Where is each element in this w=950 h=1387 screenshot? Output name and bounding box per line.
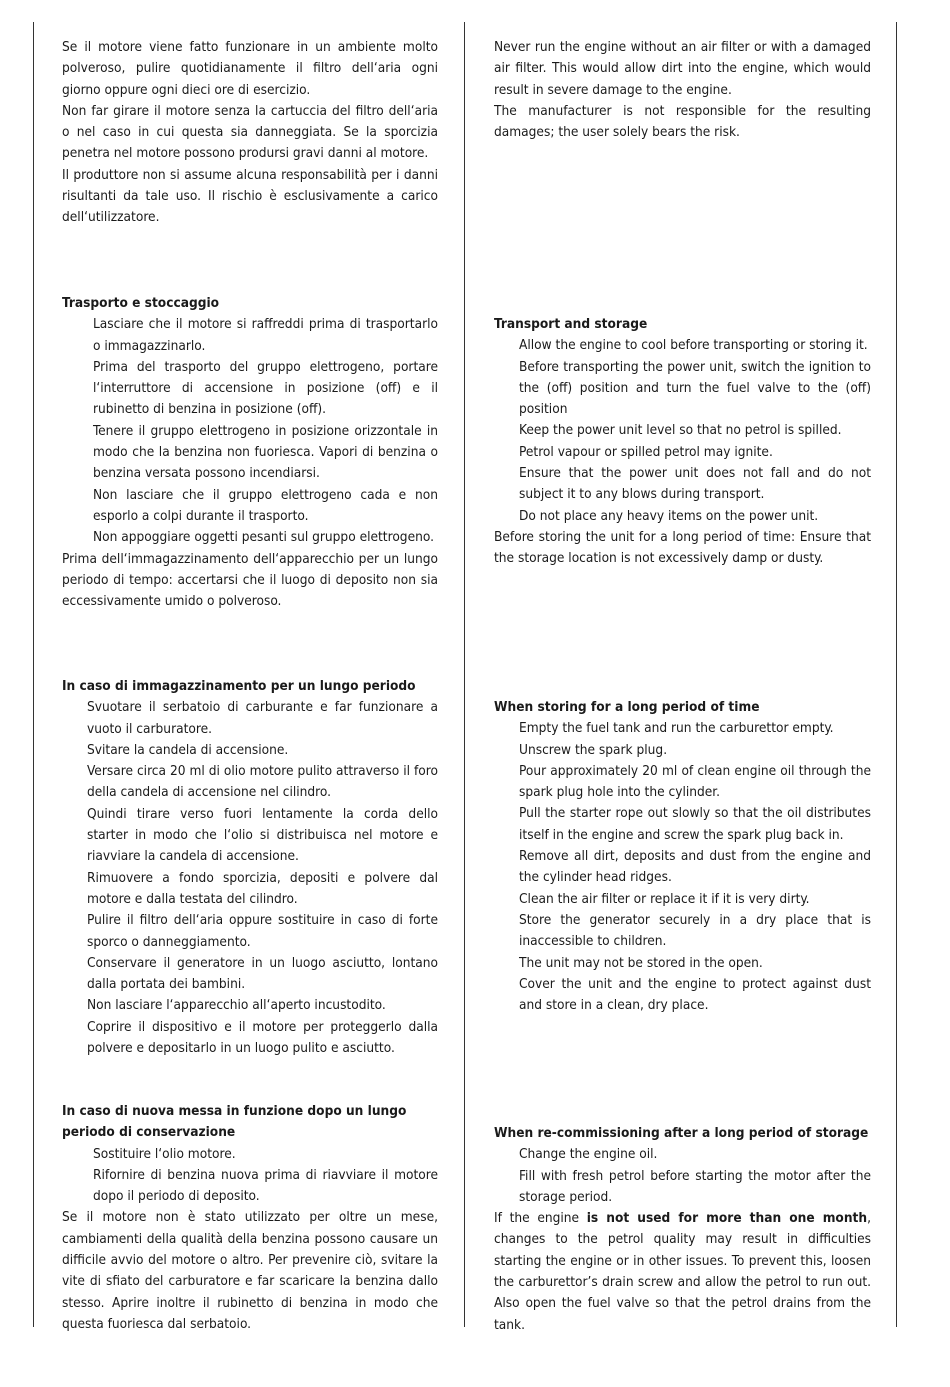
list-item: Quindi tirare verso fuori lentamente la corda dello starter in modo che l‘olio si distribuisca nel motore e riavviare la candela di accensione. bbox=[87, 805, 438, 865]
list-item: Conservare il generatore in un luogo asciutto, lontano dalla portata dei bambini. bbox=[87, 954, 438, 993]
list-item: Unscrew the spark plug. bbox=[519, 741, 668, 758]
list-item: Pull the starter rope out slowly so that the oil distributes itself in the engine and screw the spark plug back in. bbox=[519, 805, 871, 843]
list-item: Coprire il dispositivo e il motore per proteggerlo dalla polvere e depositarlo in un luogo pulito e asciutto. bbox=[87, 1018, 438, 1057]
section-heading: In caso di immagazzinamento per un lungo periodo bbox=[62, 678, 416, 694]
list-item: Rifornire di benzina nuova prima di riavviare il motore dopo il periodo di deposito. bbox=[93, 1166, 438, 1205]
paragraph: The manufacturer is not responsible for the resulting damages; the user solely bears the risk. bbox=[494, 102, 871, 141]
section-heading: Transport and storage bbox=[494, 316, 648, 332]
list-item: Fill with fresh petrol before starting the motor after the storage period. bbox=[519, 1167, 871, 1205]
section-heading: When storing for a long period of time bbox=[494, 699, 760, 715]
list-item: Do not place any heavy items on the power unit. bbox=[519, 507, 819, 524]
paragraph: Se il motore non è stato utilizzato per oltre un mese, cambiamenti della qualità della benzina possono causare un difficile avvio del motore o altro. Per prevenire ciò, svitare la vite di sfiato del carburatore e far scaricare la benzina dallo stesso. Aprire inoltre il rubinetto di benzina in modo che questa fuoriesca dal serbatoio. bbox=[62, 1209, 438, 1332]
list-item: Pulire il filtro dell‘aria oppure sostituire in caso di forte sporco o danneggiamento. bbox=[87, 912, 438, 950]
list-item: Store the generator securely in a dry place that is inaccessible to children. bbox=[519, 911, 871, 950]
paragraph: Prima dell‘immagazzinamento dell‘apparecchio per un lungo periodo di tempo: accertarsi che il luogo di deposito non sia eccessivamente umido o polveroso. bbox=[62, 550, 438, 610]
transport-section bbox=[494, 314, 871, 570]
column-divider-rule bbox=[464, 22, 465, 1327]
transport-section bbox=[62, 293, 438, 612]
list-item: Lasciare che il motore si raffreddi prima di trasportarlo o immagazzinarlo. bbox=[93, 316, 438, 354]
paragraph: Se il motore viene fatto funzionare in un ambiente molto polveroso, pulire quotidianamente il filtro dell‘aria ogni giorno oppure ogni dieci ore di esercizio. bbox=[62, 39, 438, 98]
intro-section bbox=[494, 37, 871, 143]
paragraph: Non far girare il motore senza la cartuccia del filtro dell‘aria o nel caso in cui questa sia danneggiata. Se la sporcizia penetra nel motore possono prodursi gravi danni al motore. bbox=[62, 102, 438, 162]
intro-section bbox=[62, 37, 438, 229]
section-heading: In caso di nuova messa in funzione dopo un lungo periodo di conservazione bbox=[62, 1103, 407, 1141]
section-heading: Trasporto e stoccaggio bbox=[62, 295, 220, 311]
long-storage-section bbox=[62, 676, 438, 1059]
note-text: , changes to the petrol quality may result in difficulties starting the engine or in other issues. To prevent this, loosen the carburettor’s drain screw and allow the petrol to run out. Also open the fuel valve so that the petrol drains from the tank. bbox=[494, 1210, 871, 1333]
list-item: Keep the power unit level so that no petrol is spilled. bbox=[519, 422, 842, 439]
list-item: Empty the fuel tank and run the carburettor empty. bbox=[519, 720, 834, 737]
left-margin-rule bbox=[33, 22, 34, 1327]
list-item: Ensure that the power unit does not fall and do not subject it to any blows during transport. bbox=[519, 465, 871, 503]
italian-column bbox=[62, 37, 438, 1337]
list-item: Sostituire l‘olio motore. bbox=[93, 1145, 236, 1162]
section-heading: When re-commissioning after a long period of storage bbox=[494, 1125, 869, 1141]
list-item: Clean the air filter or replace it if it is very dirty. bbox=[519, 890, 810, 907]
recommission-section bbox=[494, 1123, 871, 1336]
list-item: Remove all dirt, deposits and dust from the engine and the cylinder head ridges. bbox=[519, 848, 871, 886]
paragraph: Before storing the unit for a long period of time: Ensure that the storage location is not excessively damp or dusty. bbox=[494, 528, 871, 567]
recommission-section bbox=[62, 1101, 438, 1335]
list-item: Prima del trasporto del gruppo elettrogeno, portare l‘interruttore di accensione in posizione (off) e il rubinetto di benzina in posizione (off). bbox=[93, 358, 438, 418]
list-item: Versare circa 20 ml di olio motore pulito attraverso il foro della candela di accensione nel cilindro. bbox=[87, 763, 438, 801]
note-emphasis: is not used for more than one month bbox=[586, 1210, 868, 1227]
paragraph: Il produttore non si assume alcuna responsabilità per i danni risultanti da tale uso. Il rischio è esclusivamente a carico dell‘utilizzatore. bbox=[62, 166, 438, 226]
list-item: Petrol vapour or spilled petrol may ignite. bbox=[519, 443, 773, 460]
note-text: If the engine bbox=[494, 1210, 587, 1227]
right-margin-rule bbox=[896, 22, 897, 1327]
list-item: Allow the engine to cool before transporting or storing it. bbox=[519, 337, 868, 354]
list-item: Pour approximately 20 ml of clean engine oil through the spark plug hole into the cylinder. bbox=[519, 762, 871, 801]
list-item: The unit may not be stored in the open. bbox=[519, 954, 763, 971]
paragraph bbox=[494, 1208, 871, 1336]
list-item: Change the engine oil. bbox=[519, 1146, 658, 1163]
list-item: Tenere il gruppo elettrogeno in posizione orizzontale in modo che la benzina non fuoriesca. Vapori di benzina o benzina versata possono incendiarsi. bbox=[93, 422, 438, 482]
english-column bbox=[494, 37, 871, 1337]
list-item: Rimuovere a fondo sporcizia, depositi e polvere dal motore e dalla testata del cilindro. bbox=[87, 869, 438, 907]
list-item: Svitare la candela di accensione. bbox=[87, 741, 289, 758]
list-item: Non lasciare che il gruppo elettrogeno cada e non esporlo a colpi durante il trasporto. bbox=[93, 486, 438, 524]
paragraph: Never run the engine without an air filter or with a damaged air filter. This would allow dirt into the engine, which would result in severe damage to the engine. bbox=[494, 39, 871, 98]
list-item: Non lasciare l‘apparecchio all‘aperto incustodito. bbox=[87, 997, 386, 1014]
list-item: Before transporting the power unit, switch the ignition to the (off) position and turn the fuel valve to the (off) position bbox=[519, 358, 871, 418]
list-item: Svuotare il serbatoio di carburante e far funzionare a vuoto il carburatore. bbox=[87, 699, 438, 737]
list-item: Cover the unit and the engine to protect against dust and store in a clean, dry place. bbox=[519, 975, 871, 1014]
long-storage-section bbox=[494, 697, 871, 1016]
list-item: Non appoggiare oggetti pesanti sul gruppo elettrogeno. bbox=[93, 529, 434, 546]
